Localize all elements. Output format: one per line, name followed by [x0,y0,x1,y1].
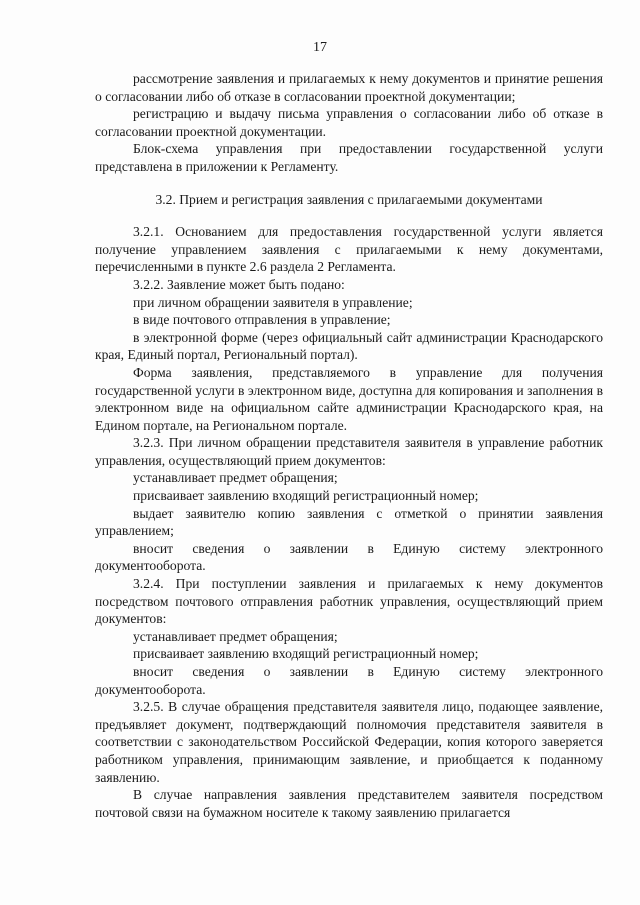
paragraph: при личном обращении заявителя в управление; [133,294,413,310]
paragraph: устанавливает предмет обращения; [133,470,338,486]
paragraph: в виде почтового отправления в управление; [133,312,391,328]
paragraph: Форма заявления, представляемого в управление для получения государственной услуги в электронном виде, доступна для копирования и заполнения в электронном виде на официальном сайте администрации Краснодарского края, на Едином портале, на Региональном портале. [95,364,603,433]
paragraph: присваивает заявлению входящий регистрационный номер; [133,646,479,662]
paragraph: в электронной форме (через официальный сайт администрации Краснодарского края, Единый портал, Региональный портал). [95,329,603,363]
paragraph: 3.2.5. В случае обращения представителя заявителя лицо, подающее заявление, предъявляет документ, подтверждающий полномочия представителя заявителя в соответствии с законодательством Российской Федерации, копия которого заверяется работником управления, принимающим заявление, и приобщается к поданному заявлению. [95,699,603,785]
section-heading: 3.2. Прием и регистрация заявления с прилагаемыми документами [155,191,543,207]
paragraph: 3.2.3. При личном обращении представителя заявителя в управление работник управления, осуществляющий прием документов: [95,435,603,468]
paragraph: вносит сведения о заявлении в Единую систему электронного документооборота. [95,664,603,697]
paragraph: выдает заявителю копию заявления с отметкой о принятии заявления управлением; [95,505,603,539]
document-body [95,70,603,821]
page-number: 17 [313,40,327,55]
paragraph: рассмотрение заявления и прилагаемых к нему документов и принятие решения о согласовании либо об отказе в согласовании проектной документации; [95,71,603,104]
paragraph: 3.2.2. Заявление может быть подано: [133,276,345,292]
paragraph: В случае направления заявления представителем заявителя посредством почтовой связи на бумажном носителе к такому заявлению прилагается [95,787,603,820]
paragraph: вносит сведения о заявлении в Единую систему электронного документооборота. [95,540,603,574]
paragraph: Блок-схема управления при предоставлении государственной услуги представлена в приложении к Регламенту. [95,141,603,174]
paragraph: устанавливает предмет обращения; [133,628,338,644]
paragraph: 3.2.4. При поступлении заявления и прилагаемых к нему документов посредством почтового отправления работник управления, осуществляющий прием документов: [95,576,603,627]
paragraph: регистрацию и выдачу письма управления о согласовании либо об отказе в согласовании проектной документации. [95,106,603,139]
paragraph: присваивает заявлению входящий регистрационный номер; [133,488,479,504]
paragraph: 3.2.1. Основанием для предоставления государственной услуги является получение управлением заявления с прилагаемыми к нему документами, перечисленными в пункте 2.6 раздела 2 Регламента. [95,224,603,275]
